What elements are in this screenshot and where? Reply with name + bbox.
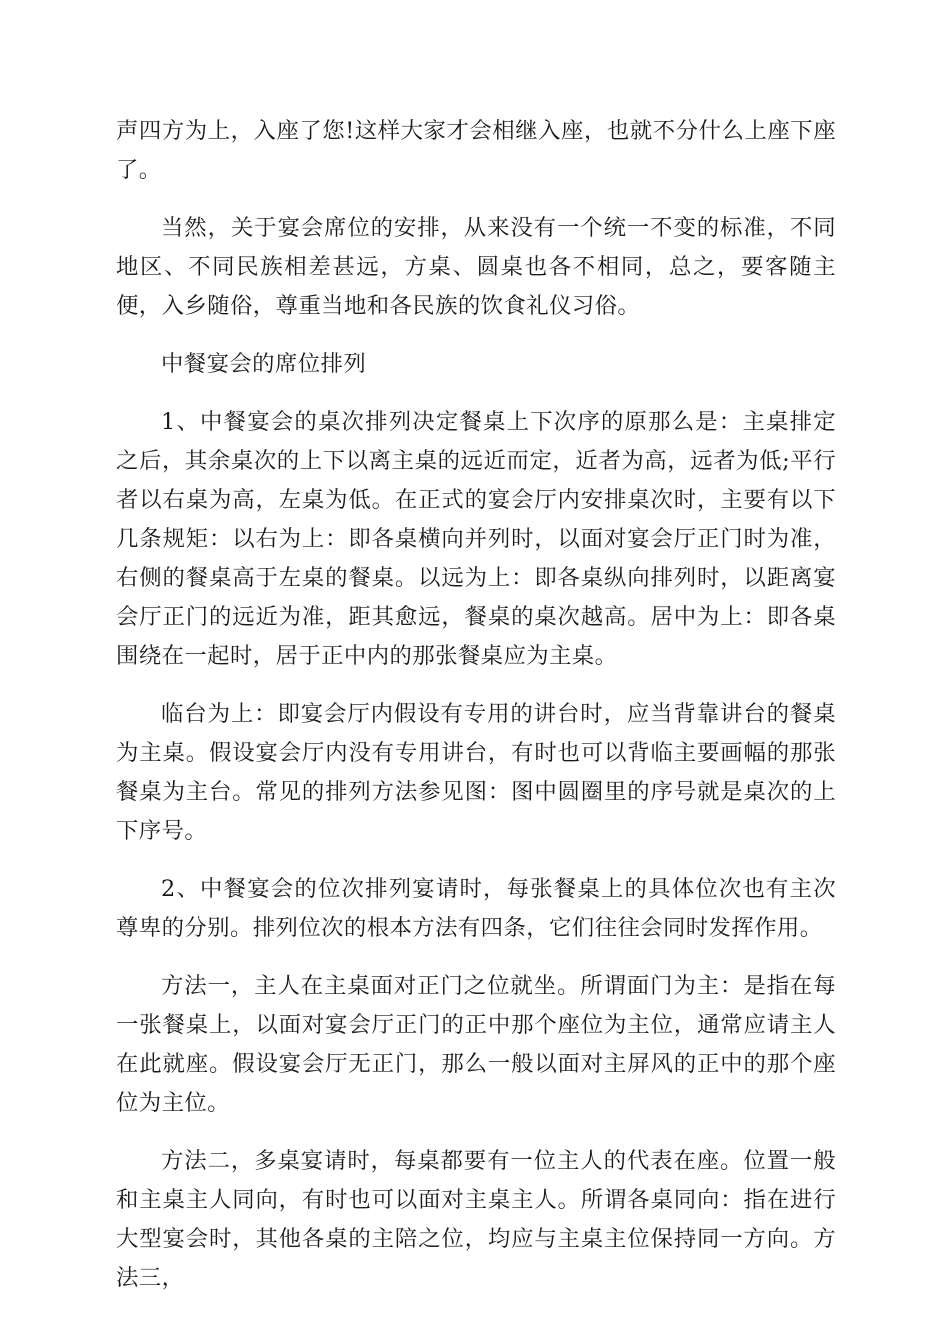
paragraph-banquet-seating-variation: 当然，关于宴会席位的安排，从来没有一个统一不变的标准，不同地区、不同民族相差甚远，方桌、圆桌也各不相同，总之，要客随主便，入乡随俗，尊重当地和各民族的饮食礼仪习俗。 xyxy=(116,215,836,319)
paragraph-table-order: 1、中餐宴会的桌次排列决定餐桌上下次序的原那么是：主桌排定之后，其余桌次的上下以离主桌的远近而定，近者为高，远者为低;平行者以右桌为高，左桌为低。在正式的宴会厅内安排桌次时，主要有以下几条规矩：以右为上：即各桌横向并列时，以面对宴会厅正门时为准，右侧的餐桌高于左桌的餐桌。以远为上：即各桌纵向排列时，以距离宴会厅正门的远近为准，距其愈远，餐桌的桌次越高。居中为上：即各桌围绕在一起时，居于正中内的那张餐桌应为主桌。 xyxy=(116,409,836,669)
document-body xyxy=(116,112,836,1317)
paragraph-platform-rule: 临台为上：即宴会厅内假设有专用的讲台时，应当背靠讲台的餐桌为主桌。假设宴会厅内没有专用讲台，有时也可以背临主要画幅的那张餐桌为主台。常见的排列方法参见图：图中圆圈里的序号就是桌次的上下序号。 xyxy=(116,701,836,844)
paragraph-seat-order: 2、中餐宴会的位次排列宴请时，每张餐桌上的具体位次也有主次尊卑的分别。排列位次的根本方法有四条，它们往往会同时发挥作用。 xyxy=(116,876,836,941)
paragraph-method-two: 方法二，多桌宴请时，每桌都要有一位主人的代表在座。位置一般和主桌主人同向，有时也可以面对主桌主人。所谓各桌同向：指在进行大型宴会时，其他各桌的主陪之位，均应与主桌主位保持同一方向。方法三， xyxy=(116,1148,836,1291)
section-heading: 中餐宴会的席位排列 xyxy=(161,351,367,377)
paragraph-continuation: 声四方为上，入座了您!这样大家才会相继入座，也就不分什么上座下座了。 xyxy=(116,118,836,183)
paragraph-method-one: 方法一，主人在主桌面对正门之位就坐。所谓面门为主：是指在每一张餐桌上，以面对宴会厅正门的正中那个座位为主位，通常应请主人在此就座。假设宴会厅无正门，那么一般以面对主屏风的正中的那个座位为主位。 xyxy=(116,973,836,1116)
